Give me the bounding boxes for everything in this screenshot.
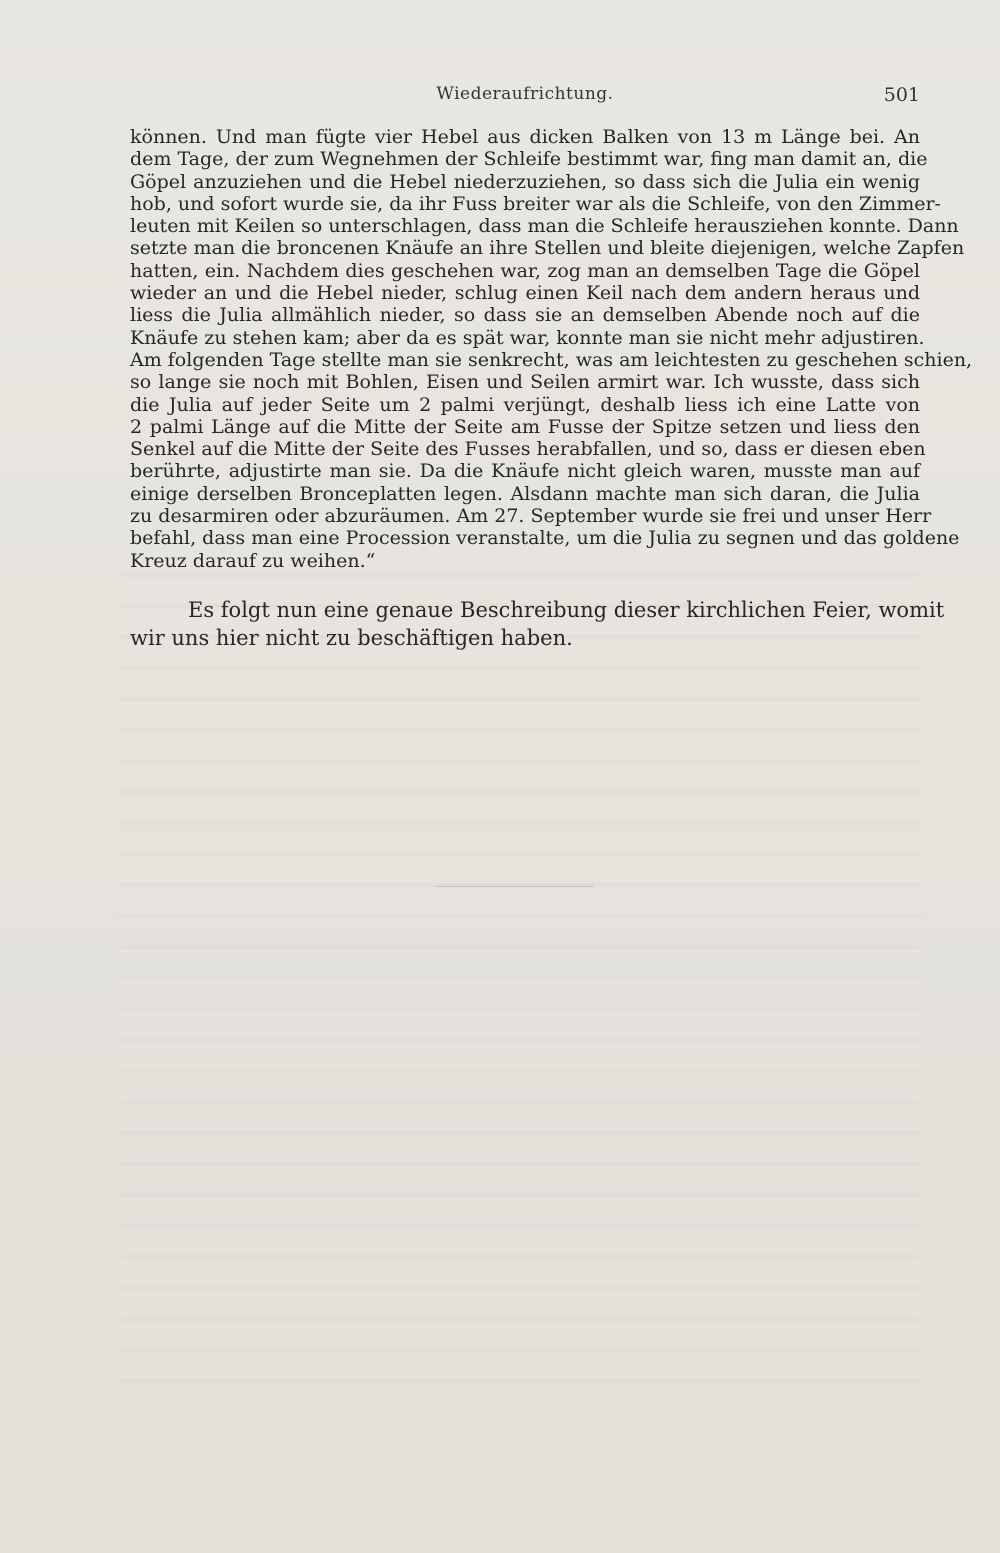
text-line: hob, und sofort wurde sie, da ihr Fuss breiter war als die Schleife, von den Zimmer- — [130, 192, 941, 215]
text-line: die Julia auf jeder Seite um 2 palmi verjüngt, deshalb liess ich eine Latte von — [130, 393, 920, 416]
text-line: leuten mit Keilen so unterschlagen, dass man die Schleife herausziehen konnte. Dann — [130, 215, 959, 238]
text-line: können. Und man fügte vier Hebel aus dicken Balken von 13 m Länge bei. An — [130, 126, 920, 148]
text-line: wieder an und die Hebel nieder, schlug einen Keil nach dem andern heraus und — [130, 282, 920, 305]
text-line: dem Tage, der zum Wegnehmen der Schleife bestimmt war, fing man damit an, die — [130, 148, 928, 171]
text-line: Senkel auf die Mitte der Seite des Fusses herabfallen, und so, dass er diesen eben — [130, 438, 926, 461]
running-title: Wiederaufrichtung. — [436, 84, 614, 104]
text-line: berührte, adjustirte man sie. Da die Knäufe nicht gleich waren, musste man auf — [130, 460, 920, 483]
text-line: wir uns hier nicht zu beschäftigen haben. — [130, 626, 573, 650]
text-line: setzte man die broncenen Knäufe an ihre Stellen und bleite diejenigen, welche Zapfen — [130, 237, 965, 260]
text-line: hatten, ein. Nachdem dies geschehen war, zog man an demselben Tage die Göpel — [130, 259, 920, 282]
show-through-rule — [436, 886, 594, 887]
text-line: Göpel anzuziehen und die Hebel niederzuziehen, so dass sich die Julia ein wenig — [130, 170, 920, 193]
text-line: 2 palmi Länge auf die Mitte der Seite am Fusse der Spitze setzen und liess den — [130, 415, 920, 438]
closing-paragraph — [130, 596, 945, 652]
text-line: zu desarmiren oder abzuräumen. Am 27. September wurde sie frei und unser Herr — [130, 505, 932, 528]
text-line: so lange sie noch mit Bohlen, Eisen und Seilen armirt war. Ich wusste, dass sich — [130, 371, 920, 394]
show-through-texture — [120, 560, 945, 1400]
text-line: befahl, dass man eine Procession veranstalte, um die Julia zu segnen und das goldene — [130, 527, 960, 550]
text-line: Es folgt nun eine genaue Beschreibung dieser kirchlichen Feier, womit — [188, 598, 945, 622]
text-line: Knäufe zu stehen kam; aber da es spät war, konnte man sie nicht mehr adjustiren. — [130, 326, 925, 349]
body-paragraph — [130, 126, 973, 572]
page-number: 501 — [883, 84, 920, 106]
text-line: Kreuz darauf zu weihen.“ — [130, 549, 376, 572]
text-line: liess die Julia allmählich nieder, so dass sie an demselben Abende noch auf die — [130, 304, 920, 327]
running-head — [130, 84, 920, 114]
text-line: einige derselben Bronceplatten legen. Alsdann machte man sich daran, die Julia — [130, 482, 920, 505]
text-line: Am folgenden Tage stellte man sie senkrecht, was am leichtesten zu geschehen schien, — [130, 348, 973, 371]
